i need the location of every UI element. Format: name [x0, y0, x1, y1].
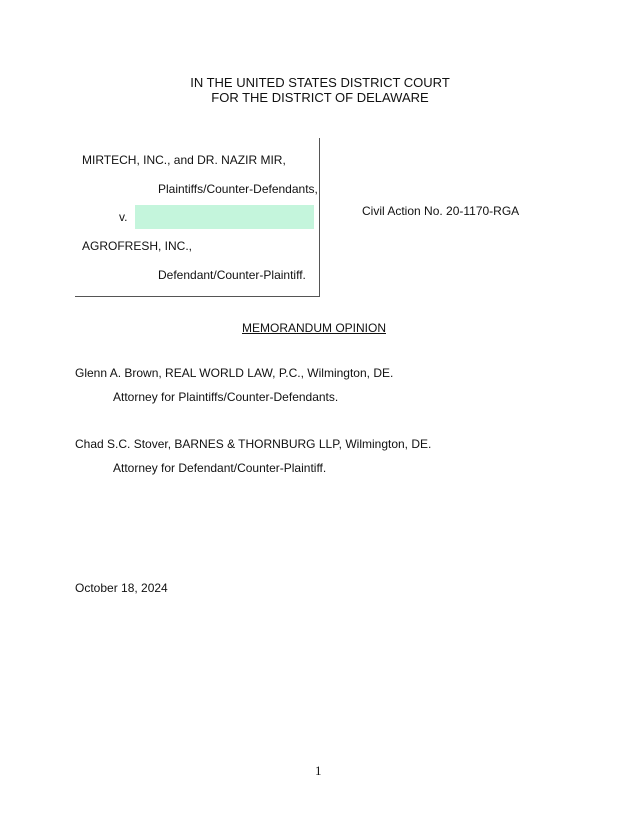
- page-number: 1: [315, 763, 322, 778]
- memorandum-heading: MEMORANDUM OPINION: [242, 321, 386, 335]
- text-highlight: [135, 205, 314, 229]
- plaintiffs-role: Plaintiffs/Counter-Defendants,: [158, 182, 318, 196]
- counsel-defendant-role: Attorney for Defendant/Counter-Plaintiff.: [113, 461, 327, 475]
- counsel-plaintiffs-role: Attorney for Plaintiffs/Counter-Defendants.: [113, 390, 339, 404]
- opinion-date: October 18, 2024: [75, 581, 168, 595]
- versus-label: v.: [119, 210, 128, 224]
- court-name-line-2: FOR THE DISTRICT OF DELAWARE: [211, 90, 429, 105]
- court-name-line-1: IN THE UNITED STATES DISTRICT COURT: [190, 75, 450, 90]
- civil-action-number: Civil Action No. 20-1170-RGA: [362, 204, 520, 218]
- counsel-defendant: Chad S.C. Stover, BARNES & THORNBURG LLP, Wilmington, DE.: [75, 437, 432, 451]
- defendant-role: Defendant/Counter-Plaintiff.: [158, 268, 306, 282]
- defendant-name: AGROFRESH, INC.,: [82, 239, 193, 253]
- plaintiffs-name: MIRTECH, INC., and DR. NAZIR MIR,: [82, 153, 286, 167]
- counsel-plaintiffs: Glenn A. Brown, REAL WORLD LAW, P.C., Wilmington, DE.: [75, 366, 394, 380]
